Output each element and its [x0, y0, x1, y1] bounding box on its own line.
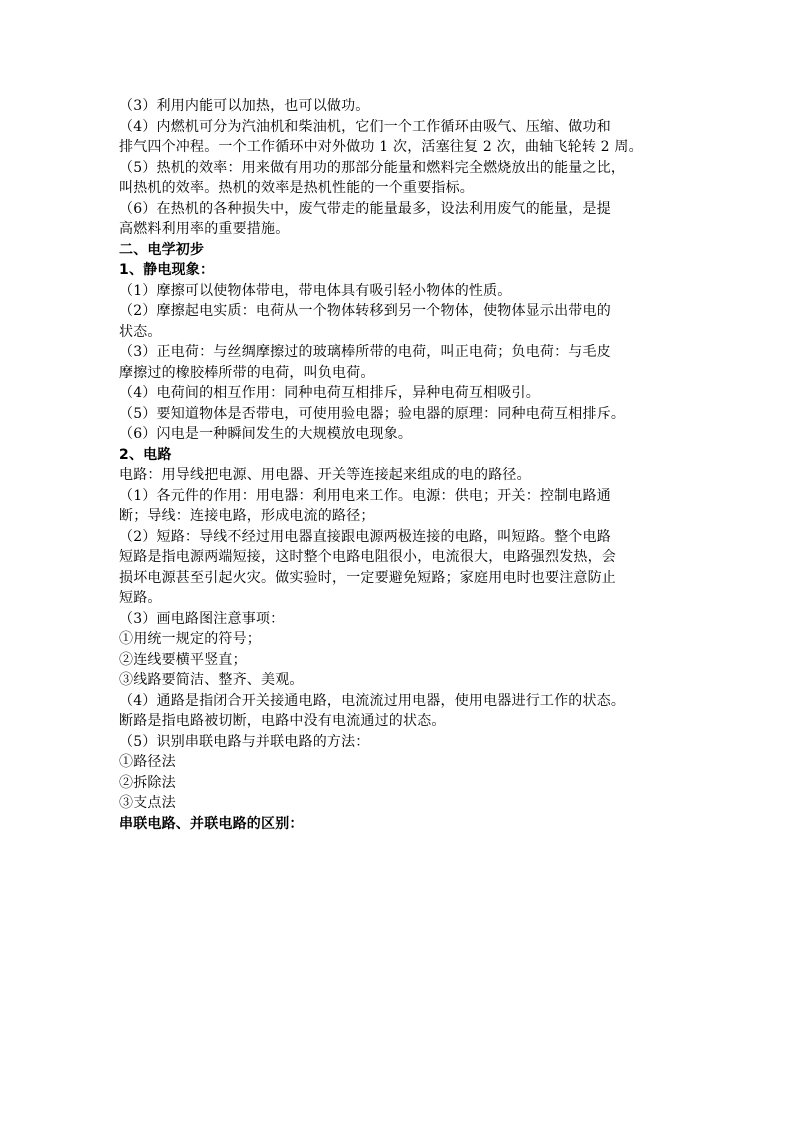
paragraph-line: （1）各元件的作用：用电器：利用电来工作。电源：供电；开关：控制电路通	[119, 487, 611, 504]
paragraph-line: （5）热机的效率：用来做有用功的那部分能量和燃料完全燃烧放出的能量之比，	[119, 159, 626, 176]
subsection-heading: 2、电路	[119, 446, 172, 463]
list-item: ①用统一规定的符号；	[119, 631, 261, 647]
list-item: ③线路要简洁、整齐、美观。	[119, 672, 304, 688]
paragraph-line: 排气四个冲程。一个工作循环中对外做功 1 次，活塞往复 2 次，曲轴飞轮转 2 周。	[119, 139, 643, 155]
document-page	[119, 96, 689, 834]
list-item: ②拆除法	[119, 774, 176, 791]
section-heading: 二、电学初步	[119, 241, 205, 258]
paragraph-line: 状态。	[119, 323, 162, 340]
paragraph-line: （4）电荷间的相互作用：同种电荷互相排斥，异种电荷互相吸引。	[119, 385, 540, 401]
paragraph-line: 断；导线：连接电路，形成电流的路径；	[119, 508, 375, 524]
paragraph-line: （6）闪电是一种瞬间发生的大规模放电现象。	[119, 426, 413, 442]
paragraph-line: （3）利用内能可以加热，也可以做功。	[119, 98, 370, 114]
paragraph-line: （6）在热机的各种损失中，废气带走的能量最多，设法利用废气的能量，是提	[119, 200, 611, 217]
paragraph-line: （2）短路：导线不经过用电器直接跟电源两极连接的电路，叫短路。整个电路	[119, 528, 611, 545]
paragraph-line: 断路是指电路被切断，电路中没有电流通过的状态。	[119, 713, 446, 729]
paragraph-line: 电路：用导线把电源、用电器、开关等连接起来组成的电的路径。	[119, 467, 531, 483]
paragraph-line: 摩擦过的橡胶棒所带的电荷，叫负电荷。	[119, 364, 375, 381]
list-item: ②连线要横平竖直；	[119, 651, 247, 668]
paragraph-line: （2）摩擦起电实质：电荷从一个物体转移到另一个物体，使物体显示出带电的	[119, 303, 611, 319]
paragraph-line: （4）通路是指闭合开关接通电路，电流流过用电器，使用电器进行工作的状态。	[119, 692, 626, 709]
paragraph-line: 叫热机的效率。热机的效率是热机性能的一个重要指标。	[119, 180, 474, 196]
paragraph-line: 高燃料利用率的重要措施。	[119, 221, 290, 237]
list-item: ①路径法	[119, 754, 176, 770]
paragraph-line: （5）要知道物体是否带电，可使用验电器；验电器的原理：同种电荷互相排斥。	[119, 405, 626, 422]
paragraph-line: 短路。	[119, 590, 162, 606]
subsection-heading: 串联电路、并联电路的区别：	[119, 815, 304, 832]
paragraph-line: （3）画电路图注意事项：	[119, 610, 285, 627]
paragraph-line: 损坏电源甚至引起火灾。做实验时，一定要避免短路；家庭用电时也要注意防止	[119, 569, 616, 586]
paragraph-line: （1）摩擦可以使物体带电，带电体具有吸引轻小物体的性质。	[119, 282, 512, 299]
list-item: ③支点法	[119, 795, 176, 811]
subsection-heading: 1、静电现象：	[119, 262, 215, 278]
paragraph-line: 短路是指电源两端短接，这时整个电路电阻很小，电流很大，电路强烈发热，会	[119, 549, 616, 565]
paragraph-line: （3）正电荷：与丝绸摩擦过的玻璃棒所带的电荷，叫正电荷；负电荷：与毛皮	[119, 344, 611, 360]
paragraph-line: （4）内燃机可分为汽油机和柴油机，它们一个工作循环由吸气、压缩、做功和	[119, 118, 611, 135]
paragraph-line: （5）识别串联电路与并联电路的方法：	[119, 733, 370, 750]
